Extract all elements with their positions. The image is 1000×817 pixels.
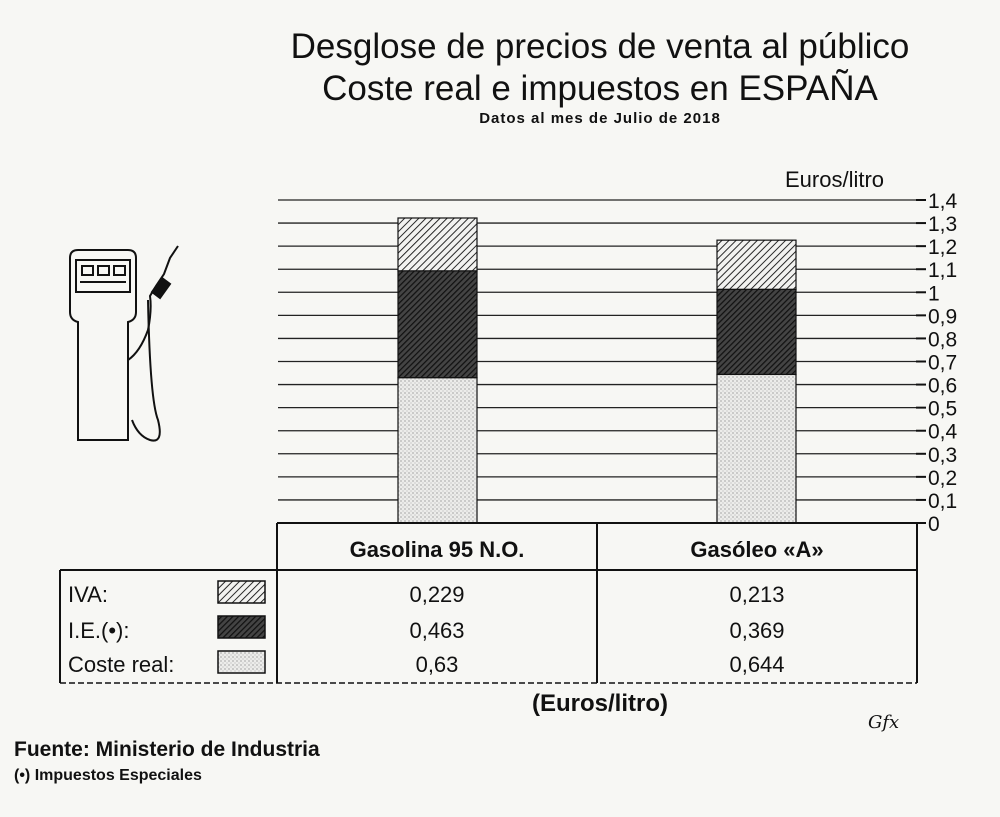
legend-swatches xyxy=(218,581,265,673)
gridlines xyxy=(278,200,916,500)
category-label-gasolina: Gasolina 95 N.O. xyxy=(349,537,525,562)
bar-segment xyxy=(717,289,796,374)
source-text: Fuente: Ministerio de Industria xyxy=(14,738,320,761)
artist-signature: Gfx xyxy=(868,712,900,733)
y-ticks xyxy=(916,190,958,536)
chart-title: Desglose de precios de venta al público xyxy=(290,27,910,66)
table-unit: (Euros/litro) xyxy=(532,690,668,717)
chart-note: Datos al mes de Julio de 2018 xyxy=(479,110,721,127)
category-label-gasoleo: Gasóleo «A» xyxy=(690,537,824,562)
bar-segment xyxy=(398,378,477,523)
y-tick-label: 0,7 xyxy=(928,351,958,375)
value-ie-gasoleo: 0,369 xyxy=(729,618,785,643)
y-tick-label: 0 xyxy=(928,513,940,536)
footnote-text: (•) Impuestos Especiales xyxy=(14,767,202,784)
y-tick-label: 0,2 xyxy=(928,466,958,490)
y-tick-label: 1 xyxy=(928,282,940,306)
y-tick-label: 0,3 xyxy=(928,443,958,467)
y-tick-label: 0,4 xyxy=(928,420,958,444)
y-tick-label: 0,1 xyxy=(928,489,958,513)
y-tick-label: 1,3 xyxy=(928,213,958,237)
y-tick-label: 1,1 xyxy=(928,259,958,283)
legend-coste-label: Coste real: xyxy=(68,652,175,677)
fuel-pump-icon xyxy=(70,246,178,441)
bar-segment xyxy=(717,374,796,523)
legend-ie-label: I.E.(•): xyxy=(68,618,130,643)
bar-segment xyxy=(398,271,477,378)
legend-swatch xyxy=(218,616,265,638)
chart-subtitle: Coste real e impuestos en ESPAÑA xyxy=(322,69,878,108)
y-tick-label: 1,4 xyxy=(928,190,958,213)
value-iva-gasolina: 0,229 xyxy=(409,582,465,607)
value-iva-gasoleo: 0,213 xyxy=(729,582,785,607)
y-tick-label: 1,2 xyxy=(928,236,958,260)
legend-iva-label: IVA: xyxy=(68,582,108,607)
y-tick-label: 0,6 xyxy=(928,374,958,398)
ylabel: Euros/litro xyxy=(785,167,885,192)
legend-swatch xyxy=(218,651,265,673)
value-coste-gasoleo: 0,644 xyxy=(729,652,785,677)
value-ie-gasolina: 0,463 xyxy=(409,618,465,643)
y-tick-label: 0,9 xyxy=(928,305,958,329)
y-tick-label: 0,5 xyxy=(928,397,958,421)
bar-segment xyxy=(398,218,477,271)
bar-segment xyxy=(717,240,796,289)
legend-swatch xyxy=(218,581,265,603)
y-tick-label: 0,8 xyxy=(928,328,958,352)
value-coste-gasolina: 0,63 xyxy=(415,652,459,677)
